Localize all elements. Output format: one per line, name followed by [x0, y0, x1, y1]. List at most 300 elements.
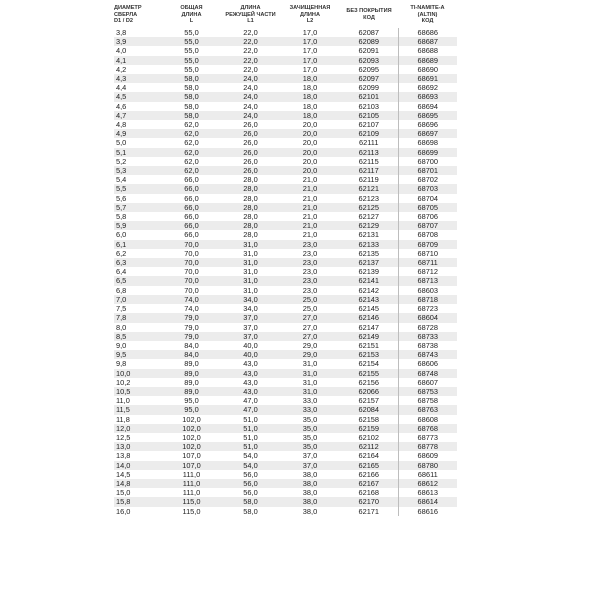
cell-uncoated-code: 62066 — [340, 387, 398, 396]
cell-diameter: 15,8 — [114, 497, 162, 506]
cell-relieved-length: 31,0 — [302, 377, 318, 387]
cell-uncoated-code: 62164 — [358, 451, 380, 461]
cell-altin-code: 68612 — [398, 479, 457, 488]
cell-relieved-length: 17,0 — [280, 56, 340, 65]
cell-relieved-length: 23,0 — [280, 240, 340, 249]
cell-diameter: 4,8 — [116, 120, 127, 130]
cell-diameter: 12,5 — [116, 432, 131, 442]
cell-uncoated-code: 62105 — [340, 111, 398, 120]
cell-overall-length: 102,0 — [182, 432, 201, 442]
cell-uncoated-code: 62157 — [358, 396, 380, 406]
table-row — [114, 249, 457, 258]
table-row — [114, 387, 457, 396]
cell-uncoated-code: 62156 — [358, 377, 380, 387]
cell-cutting-length: 26,0 — [221, 129, 280, 138]
cell-cutting-length: 43,0 — [243, 377, 258, 387]
table-row — [114, 451, 457, 460]
cell-relieved-length: 38,0 — [280, 479, 340, 488]
cell-overall-length: 115,0 — [182, 506, 201, 516]
table-row — [114, 286, 457, 295]
table-row — [114, 258, 457, 267]
cell-diameter: 8,0 — [116, 322, 127, 332]
cell-diameter: 4,9 — [114, 129, 162, 138]
cell-overall-length: 79,0 — [184, 322, 199, 332]
cell-relieved-length: 35,0 — [302, 414, 318, 424]
cell-cutting-length: 40,0 — [243, 340, 258, 350]
cell-overall-length: 111,0 — [182, 469, 201, 479]
table-row — [114, 295, 457, 304]
cell-uncoated-code: 62095 — [358, 64, 380, 74]
table-row — [114, 313, 457, 322]
cell-diameter: 5,1 — [114, 148, 162, 157]
cell-overall-length: 102,0 — [162, 442, 221, 451]
cell-cutting-length: 37,0 — [221, 332, 280, 341]
cell-uncoated-code: 62137 — [340, 258, 398, 267]
cell-uncoated-code: 62159 — [340, 424, 398, 433]
cell-overall-length: 89,0 — [184, 377, 199, 387]
cell-overall-length: 70,0 — [162, 240, 221, 249]
cell-altin-code: 68706 — [398, 212, 457, 221]
cell-cutting-length: 26,0 — [243, 156, 258, 166]
cell-overall-length: 70,0 — [184, 267, 199, 277]
cell-altin-code: 68778 — [398, 442, 457, 451]
cell-diameter: 13,8 — [116, 451, 131, 461]
cell-diameter: 4,7 — [114, 111, 162, 120]
cell-cutting-length: 24,0 — [221, 92, 280, 101]
cell-altin-code: 68698 — [398, 138, 457, 147]
cell-relieved-length: 35,0 — [302, 432, 318, 442]
cell-overall-length: 55,0 — [184, 46, 199, 56]
cell-diameter: 4,3 — [114, 74, 162, 83]
cell-cutting-length: 43,0 — [243, 359, 258, 369]
cell-diameter: 13,0 — [114, 442, 162, 451]
cell-overall-length: 55,0 — [162, 56, 221, 65]
cell-altin-code: 68692 — [398, 83, 457, 92]
cell-cutting-length: 26,0 — [243, 120, 258, 130]
cell-overall-length: 62,0 — [162, 166, 221, 175]
cell-relieved-length: 20,0 — [302, 120, 318, 130]
cell-relieved-length: 23,0 — [302, 285, 318, 295]
cell-diameter: 5,8 — [116, 212, 127, 222]
cell-diameter: 5,7 — [114, 203, 162, 212]
cell-relieved-length: 17,0 — [280, 37, 340, 46]
cell-uncoated-code: 62170 — [340, 497, 398, 506]
cell-diameter: 7,5 — [116, 304, 127, 314]
cell-cutting-length: 22,0 — [221, 56, 280, 65]
cell-diameter: 4,0 — [116, 46, 127, 56]
cell-relieved-length: 35,0 — [280, 424, 340, 433]
table-row — [114, 166, 457, 175]
cell-cutting-length: 28,0 — [243, 193, 258, 203]
cell-cutting-length: 26,0 — [221, 148, 280, 157]
cell-overall-length: 84,0 — [184, 340, 199, 350]
cell-uncoated-code: 62135 — [358, 248, 380, 258]
cell-diameter: 4,6 — [116, 101, 127, 111]
cell-diameter: 4,5 — [114, 92, 162, 101]
cell-relieved-length: 31,0 — [302, 359, 318, 369]
cell-diameter: 5,9 — [114, 221, 162, 230]
cell-diameter: 4,2 — [116, 64, 127, 74]
cell-cutting-length: 28,0 — [243, 212, 258, 222]
cell-altin-code: 68780 — [398, 461, 457, 470]
cell-uncoated-code: 62111 — [359, 138, 379, 148]
cell-diameter: 9,5 — [114, 350, 162, 359]
cell-altin-code: 68713 — [398, 276, 457, 285]
cell-relieved-length: 27,0 — [280, 313, 340, 322]
table-row — [114, 157, 457, 166]
header-uncoated-code: БЕЗ ПОКРЫТИЯ КОД — [346, 8, 392, 21]
table-row — [114, 405, 457, 414]
cell-altin-code: 68689 — [398, 56, 457, 65]
cell-altin-code: 68697 — [398, 129, 457, 138]
cell-overall-length: 58,0 — [162, 74, 221, 83]
cell-cutting-length: 28,0 — [243, 230, 258, 240]
cell-altin-code: 68758 — [398, 396, 457, 405]
cell-overall-length: 58,0 — [162, 92, 221, 101]
table-row — [114, 267, 457, 276]
cell-cutting-length: 37,0 — [221, 313, 280, 322]
cell-relieved-length: 35,0 — [280, 442, 340, 451]
cell-cutting-length: 34,0 — [221, 295, 280, 304]
cell-cutting-length: 22,0 — [243, 64, 258, 74]
cell-relieved-length: 21,0 — [302, 212, 318, 222]
cell-uncoated-code: 62158 — [358, 414, 380, 424]
cell-uncoated-code: 62139 — [358, 267, 380, 277]
cell-relieved-length: 21,0 — [280, 203, 340, 212]
cell-altin-code: 68700 — [398, 157, 457, 166]
cell-diameter: 9,8 — [116, 359, 127, 369]
table-row — [114, 120, 457, 129]
cell-relieved-length: 20,0 — [280, 148, 340, 157]
cell-altin-code: 68710 — [398, 249, 457, 258]
table-row — [114, 92, 457, 101]
table-header — [114, 2, 457, 28]
table-row — [114, 212, 457, 221]
table-row — [114, 479, 457, 488]
cell-uncoated-code: 62089 — [340, 37, 398, 46]
cell-overall-length: 55,0 — [162, 37, 221, 46]
cell-cutting-length: 51,0 — [243, 414, 258, 424]
cell-uncoated-code: 62142 — [358, 285, 380, 295]
cell-diameter: 10,2 — [116, 377, 131, 387]
cell-cutting-length: 28,0 — [221, 221, 280, 230]
cell-altin-code: 68611 — [398, 470, 457, 479]
table-row — [114, 424, 457, 433]
cell-cutting-length: 51,0 — [221, 442, 280, 451]
cell-overall-length: 62,0 — [184, 120, 199, 130]
cell-overall-length: 70,0 — [162, 276, 221, 285]
table-row — [114, 203, 457, 212]
cell-relieved-length: 20,0 — [280, 129, 340, 138]
cell-overall-length: 115,0 — [162, 497, 221, 506]
cell-diameter: 10,0 — [114, 369, 162, 378]
cell-uncoated-code: 62117 — [340, 166, 398, 175]
table-row — [114, 65, 457, 74]
cell-overall-length: 70,0 — [184, 285, 199, 295]
cell-uncoated-code: 62129 — [340, 221, 398, 230]
cell-cutting-length: 56,0 — [221, 479, 280, 488]
cell-overall-length: 58,0 — [162, 111, 221, 120]
cell-altin-code: 68701 — [398, 166, 457, 175]
cell-uncoated-code: 62151 — [358, 340, 380, 350]
cell-cutting-length: 56,0 — [243, 488, 258, 498]
cell-overall-length: 89,0 — [162, 369, 221, 378]
cell-overall-length: 66,0 — [184, 230, 199, 240]
cell-diameter: 14,0 — [114, 461, 162, 470]
table-row — [114, 28, 457, 37]
cell-altin-code: 68738 — [398, 341, 457, 350]
cell-cutting-length: 24,0 — [221, 74, 280, 83]
cell-uncoated-code: 62133 — [340, 240, 398, 249]
cell-uncoated-code: 62166 — [358, 469, 380, 479]
cell-altin-code: 68703 — [398, 184, 457, 193]
table-row — [114, 369, 457, 378]
header-drill-diameter: ДИАМЕТР СВЕРЛА D1 / D2 — [114, 5, 142, 25]
cell-uncoated-code: 62146 — [340, 313, 398, 322]
cell-uncoated-code: 62149 — [340, 332, 398, 341]
cell-uncoated-code: 62115 — [358, 156, 379, 166]
cell-overall-length: 66,0 — [162, 203, 221, 212]
cell-uncoated-code: 62103 — [358, 101, 380, 111]
cell-overall-length: 84,0 — [162, 350, 221, 359]
cell-relieved-length: 29,0 — [302, 340, 318, 350]
cell-altin-code: 68711 — [398, 258, 457, 267]
cell-uncoated-code: 62155 — [340, 369, 398, 378]
cell-overall-length: 111,0 — [182, 488, 201, 498]
cell-diameter: 5,4 — [116, 175, 127, 185]
cell-diameter: 6,5 — [114, 276, 162, 285]
cell-diameter: 16,0 — [116, 506, 131, 516]
cell-cutting-length: 24,0 — [243, 83, 258, 93]
cell-uncoated-code: 62123 — [358, 193, 380, 203]
table-row — [114, 56, 457, 65]
cell-uncoated-code: 62141 — [340, 276, 398, 285]
cell-overall-length: 107,0 — [162, 461, 221, 470]
cell-uncoated-code: 62112 — [340, 442, 398, 451]
table-row — [114, 415, 457, 424]
cell-overall-length: 111,0 — [162, 479, 221, 488]
cell-altin-code: 68728 — [398, 323, 457, 332]
cell-cutting-length: 24,0 — [221, 111, 280, 120]
cell-uncoated-code: 62153 — [340, 350, 398, 359]
cell-cutting-length: 43,0 — [221, 369, 280, 378]
cell-overall-length: 55,0 — [184, 64, 199, 74]
cell-overall-length: 62,0 — [184, 156, 199, 166]
cell-relieved-length: 20,0 — [302, 138, 318, 148]
cell-relieved-length: 25,0 — [280, 295, 340, 304]
cell-cutting-length: 31,0 — [243, 285, 258, 295]
cell-overall-length: 66,0 — [162, 221, 221, 230]
cell-cutting-length: 56,0 — [243, 469, 258, 479]
table-row — [114, 323, 457, 332]
table-row — [114, 74, 457, 83]
cell-diameter: 11,0 — [116, 396, 130, 406]
table-row — [114, 488, 457, 497]
table-row — [114, 341, 457, 350]
cell-relieved-length: 21,0 — [280, 221, 340, 230]
cell-altin-code: 68707 — [398, 221, 457, 230]
table-row — [114, 46, 457, 55]
cell-cutting-length: 47,0 — [243, 396, 258, 406]
cell-relieved-length: 25,0 — [302, 304, 318, 314]
cell-altin-code: 68693 — [398, 92, 457, 101]
cell-altin-code: 68763 — [398, 405, 457, 414]
cell-cutting-length: 37,0 — [243, 322, 258, 332]
header-overall-length: ОБЩАЯ ДЛИНА L — [180, 5, 203, 25]
cell-overall-length: 66,0 — [184, 175, 199, 185]
cell-cutting-length: 31,0 — [221, 276, 280, 285]
header-cutting-length: ДЛИНА РЕЖУЩЕЙ ЧАСТИ L1 — [225, 5, 276, 25]
cell-uncoated-code: 62109 — [340, 129, 398, 138]
cell-diameter: 5,2 — [116, 156, 127, 166]
cell-cutting-length: 22,0 — [221, 37, 280, 46]
cell-altin-code: 68606 — [398, 359, 457, 368]
cell-altin-code: 68686 — [398, 28, 457, 37]
cell-cutting-length: 26,0 — [243, 138, 258, 148]
table-row — [114, 240, 457, 249]
cell-diameter: 9,0 — [116, 340, 127, 350]
cell-diameter: 8,5 — [114, 332, 162, 341]
header-row — [114, 2, 457, 28]
cell-overall-length: 55,0 — [184, 28, 199, 37]
cell-altin-code: 68609 — [398, 451, 457, 460]
table-row — [114, 138, 457, 147]
cell-relieved-length: 21,0 — [302, 175, 318, 185]
cell-diameter: 11,8 — [116, 414, 130, 424]
cell-relieved-length: 31,0 — [280, 369, 340, 378]
cell-uncoated-code: 62121 — [340, 184, 398, 193]
table-row — [114, 350, 457, 359]
cell-altin-code: 68691 — [398, 74, 457, 83]
cell-diameter: 6,0 — [116, 230, 127, 240]
cell-altin-code: 68709 — [398, 240, 457, 249]
cell-altin-code: 68699 — [398, 148, 457, 157]
cell-altin-code: 68753 — [398, 387, 457, 396]
cell-relieved-length: 37,0 — [280, 461, 340, 470]
cell-altin-code: 68614 — [398, 497, 457, 506]
cell-diameter: 10,5 — [114, 387, 162, 396]
cell-uncoated-code: 62113 — [340, 148, 398, 157]
cell-uncoated-code: 62125 — [340, 203, 398, 212]
cell-altin-code: 68733 — [398, 332, 457, 341]
table-row — [114, 230, 457, 239]
cell-relieved-length: 37,0 — [302, 451, 318, 461]
table-row — [114, 507, 457, 516]
cell-altin-code: 68607 — [398, 378, 457, 387]
cell-diameter: 11,5 — [114, 405, 162, 414]
cell-relieved-length: 18,0 — [302, 83, 318, 93]
cell-altin-code: 68704 — [398, 194, 457, 203]
cell-uncoated-code: 62145 — [358, 304, 380, 314]
cell-cutting-length: 54,0 — [243, 451, 258, 461]
cell-relieved-length: 23,0 — [280, 258, 340, 267]
cell-diameter: 12,0 — [114, 424, 162, 433]
cell-uncoated-code: 62093 — [340, 56, 398, 65]
cell-relieved-length: 18,0 — [280, 74, 340, 83]
header-relieved-length: ЗАЧИЩЕННАЯ ДЛИНА L2 — [289, 5, 331, 25]
cell-diameter: 7,0 — [114, 295, 162, 304]
cell-relieved-length: 23,0 — [302, 248, 318, 258]
cell-uncoated-code: 62154 — [358, 359, 380, 369]
cell-relieved-length: 33,0 — [302, 396, 318, 406]
cell-relieved-length: 18,0 — [280, 92, 340, 101]
cell-altin-code: 68743 — [398, 350, 457, 359]
cell-relieved-length: 20,0 — [280, 166, 340, 175]
cell-overall-length: 66,0 — [162, 184, 221, 193]
cell-relieved-length: 17,0 — [302, 46, 318, 56]
cell-relieved-length: 21,0 — [280, 184, 340, 193]
cell-altin-code: 68613 — [398, 488, 457, 497]
cell-uncoated-code: 62131 — [358, 230, 380, 240]
cell-overall-length: 89,0 — [184, 359, 199, 369]
cell-relieved-length: 18,0 — [280, 111, 340, 120]
cell-altin-code: 68696 — [398, 120, 457, 129]
table-row — [114, 433, 457, 442]
cell-overall-length: 79,0 — [162, 332, 221, 341]
table-row — [114, 129, 457, 138]
cell-uncoated-code: 62097 — [340, 74, 398, 83]
table-row — [114, 276, 457, 285]
table-row — [114, 111, 457, 120]
cell-overall-length: 70,0 — [184, 248, 199, 258]
cell-altin-code: 68687 — [398, 37, 457, 46]
cell-diameter: 5,5 — [114, 184, 162, 193]
cell-altin-code: 68604 — [398, 313, 457, 322]
cell-cutting-length: 31,0 — [243, 248, 258, 258]
cell-altin-code: 68688 — [398, 46, 457, 55]
cell-cutting-length: 40,0 — [221, 350, 280, 359]
cell-altin-code: 68694 — [398, 102, 457, 111]
cell-overall-length: 102,0 — [182, 414, 201, 424]
cell-cutting-length: 54,0 — [221, 461, 280, 470]
cell-overall-length: 107,0 — [182, 451, 201, 461]
cell-uncoated-code: 62087 — [358, 28, 380, 37]
cell-uncoated-code: 62091 — [358, 46, 380, 56]
cell-cutting-length: 43,0 — [221, 387, 280, 396]
cell-relieved-length: 17,0 — [302, 28, 318, 37]
cell-cutting-length: 31,0 — [221, 258, 280, 267]
header-altin-code: TI-NAMITE-A (ALTIN) КОД — [410, 5, 445, 25]
cell-relieved-length: 17,0 — [302, 64, 318, 74]
cell-diameter: 5,0 — [116, 138, 127, 148]
cell-cutting-length: 28,0 — [221, 203, 280, 212]
cell-uncoated-code: 62167 — [340, 479, 398, 488]
table-row — [114, 332, 457, 341]
cell-diameter: 5,6 — [116, 193, 127, 203]
cell-uncoated-code: 62143 — [340, 295, 398, 304]
cell-relieved-length: 18,0 — [302, 101, 318, 111]
cell-altin-code: 68708 — [398, 230, 457, 239]
cell-diameter: 6,1 — [114, 240, 162, 249]
cell-relieved-length: 31,0 — [280, 387, 340, 396]
cell-altin-code: 68723 — [398, 304, 457, 313]
cell-altin-code: 68690 — [398, 65, 457, 74]
table-row — [114, 37, 457, 46]
cell-uncoated-code: 62127 — [358, 212, 380, 222]
cell-overall-length: 58,0 — [184, 101, 199, 111]
table-body — [114, 28, 457, 516]
cell-relieved-length: 38,0 — [302, 506, 318, 516]
cell-uncoated-code: 62165 — [340, 461, 398, 470]
cell-cutting-length: 22,0 — [243, 28, 258, 37]
cell-altin-code: 68616 — [398, 507, 457, 516]
cell-relieved-length: 27,0 — [302, 322, 318, 332]
cell-cutting-length: 24,0 — [243, 101, 258, 111]
cell-diameter: 7,8 — [114, 313, 162, 322]
table-row — [114, 470, 457, 479]
cell-overall-length: 62,0 — [162, 129, 221, 138]
cell-diameter: 6,4 — [116, 267, 127, 277]
